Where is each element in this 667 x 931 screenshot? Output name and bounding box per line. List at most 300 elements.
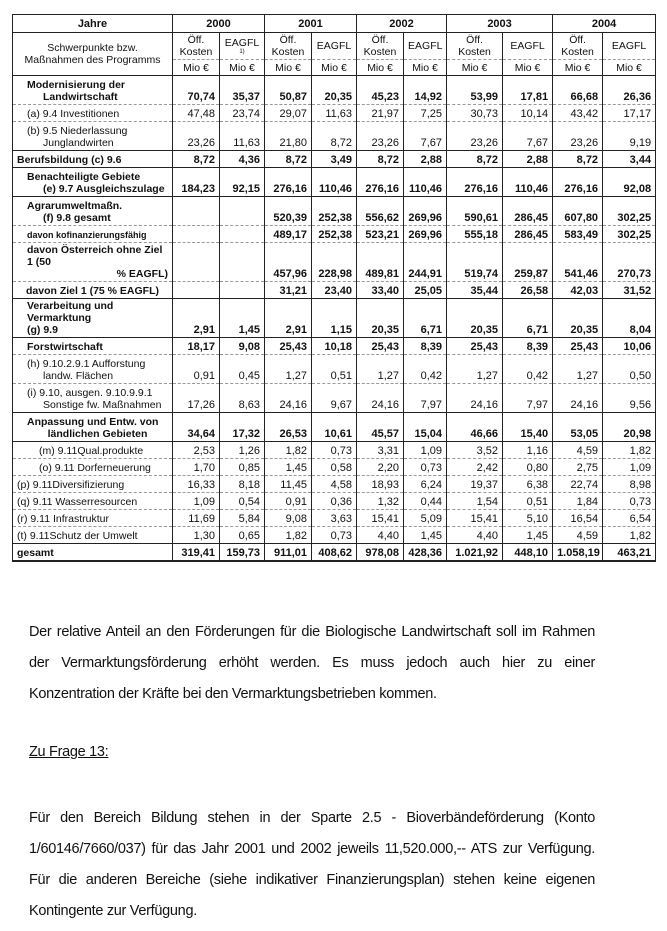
value-cell: 10,18 [312, 338, 357, 355]
value-cell: 16,33 [173, 476, 220, 493]
year-2004: 2004 [553, 15, 656, 33]
row-label [13, 76, 173, 105]
value-cell: 1,27 [447, 355, 503, 384]
value-cell: 0,45 [220, 355, 265, 384]
value-cell: 66,68 [553, 76, 603, 105]
value-cell: 8,18 [220, 476, 265, 493]
sub-col-eagfl: EAGFL [503, 33, 553, 60]
value-cell: 2,88 [503, 151, 553, 168]
value-cell: 7,67 [503, 122, 553, 151]
unit-label: Mio € [312, 60, 357, 76]
value-cell: 10,61 [312, 413, 357, 442]
value-cell: 1.021,92 [447, 544, 503, 562]
row-label-line: gesamt [17, 547, 54, 559]
table-row [13, 338, 656, 355]
value-cell: 8,72 [553, 151, 603, 168]
table-row [13, 527, 656, 544]
value-cell: 42,03 [553, 282, 603, 299]
year-2001: 2001 [265, 15, 357, 33]
row-label-line: (t) 9.11Schutz der Umwelt [17, 530, 138, 542]
value-cell: 15,41 [357, 510, 404, 527]
row-label-line: ländlichen Gebieten [47, 428, 148, 440]
value-cell: 8,63 [220, 384, 265, 413]
value-cell: 286,45 [503, 197, 553, 226]
row-label-line: Modernisierung der [27, 79, 126, 91]
value-cell [220, 282, 265, 299]
value-cell: 1,82 [603, 442, 656, 459]
value-cell: 43,42 [553, 105, 603, 122]
value-cell: 20,98 [603, 413, 656, 442]
row-label-line: (f) 9.8 gesamt [43, 212, 111, 224]
unit-label: Mio € [553, 60, 603, 76]
value-cell: 9,08 [265, 510, 312, 527]
sub-col-oeff-kosten: Öff. Kosten [357, 33, 404, 60]
value-cell: 92,15 [220, 168, 265, 197]
value-cell: 276,16 [553, 168, 603, 197]
row-label [13, 459, 173, 476]
value-cell: 70,74 [173, 76, 220, 105]
row-label-line: Berufsbildung (c) 9.6 [17, 154, 122, 166]
value-cell: 46,66 [447, 413, 503, 442]
value-cell: 1,82 [265, 527, 312, 544]
value-cell: 519,74 [447, 243, 503, 282]
value-cell: 6,71 [404, 299, 447, 338]
value-cell: 4,40 [357, 527, 404, 544]
value-cell [220, 243, 265, 282]
row-label [13, 442, 173, 459]
value-cell: 0,51 [312, 355, 357, 384]
subheader-row [13, 33, 656, 60]
value-cell: 3,63 [312, 510, 357, 527]
value-cell: 2,88 [404, 151, 447, 168]
value-cell: 6,38 [503, 476, 553, 493]
value-cell: 11,63 [312, 105, 357, 122]
sub-col-oeff-kosten: Öff. Kosten [173, 33, 220, 60]
value-cell: 269,96 [404, 197, 447, 226]
value-cell: 911,01 [265, 544, 312, 562]
unit-label: Mio € [503, 60, 553, 76]
value-cell: 276,16 [357, 168, 404, 197]
sub-col-eagfl: EAGFL [404, 33, 447, 60]
value-cell: 457,96 [265, 243, 312, 282]
value-cell: 3,49 [312, 151, 357, 168]
value-cell: 23,26 [173, 122, 220, 151]
value-cell: 50,87 [265, 76, 312, 105]
value-cell: 1,45 [503, 527, 553, 544]
table-row [13, 243, 656, 282]
table-row [13, 544, 656, 562]
value-cell: 15,41 [447, 510, 503, 527]
paragraph-vermarktung: Der relative Anteil an den Förderungen für die Biologische Landwirtschaft soll im Rahmen der Vermarktungsförderung erhöht werden. Es muss jedoch auch hier zu einer Konzentration der Kräfte bei den Vermarktungsbetrieben kommen. [29, 624, 595, 702]
row-label-line: (b) 9.5 Niederlassung [27, 125, 128, 137]
eagfl-label: EAGFL [224, 37, 260, 49]
row-label-line: (m) 9.11Qual.produkte [39, 445, 144, 457]
row-label [13, 355, 173, 384]
value-cell: 1,32 [357, 493, 404, 510]
table-row [13, 197, 656, 226]
row-label-line: Sonstige fw. Maßnahmen [43, 399, 162, 411]
value-cell: 2,42 [447, 459, 503, 476]
row-label [13, 384, 173, 413]
value-cell: 10,06 [603, 338, 656, 355]
value-cell: 9,56 [603, 384, 656, 413]
year-2003: 2003 [447, 15, 553, 33]
table-row [13, 226, 656, 243]
value-cell [173, 243, 220, 282]
value-cell: 3,31 [357, 442, 404, 459]
sub-col-oeff-kosten: Öff. Kosten [553, 33, 603, 60]
value-cell: 590,61 [447, 197, 503, 226]
value-cell: 1,09 [404, 442, 447, 459]
value-cell: 10,14 [503, 105, 553, 122]
value-cell: 14,92 [404, 76, 447, 105]
unit-label: Mio € [357, 60, 404, 76]
value-cell: 8,72 [265, 151, 312, 168]
value-cell: 0,91 [265, 493, 312, 510]
value-cell: 302,25 [603, 197, 656, 226]
value-cell: 5,84 [220, 510, 265, 527]
value-cell: 555,18 [447, 226, 503, 243]
row-label-line: (q) 9.11 Wasserresourcen [17, 496, 138, 508]
value-cell: 228,98 [312, 243, 357, 282]
table-row [13, 151, 656, 168]
value-cell: 17,26 [173, 384, 220, 413]
value-cell: 2,91 [265, 299, 312, 338]
unit-label: Mio € [265, 60, 312, 76]
value-cell: 428,36 [404, 544, 447, 562]
value-cell: 0,91 [173, 355, 220, 384]
col-title-jahre: Jahre [13, 15, 173, 33]
value-cell [220, 197, 265, 226]
table-row [13, 476, 656, 493]
table-row [13, 105, 656, 122]
value-cell: 1,27 [265, 355, 312, 384]
value-cell [173, 226, 220, 243]
value-cell: 1,54 [447, 493, 503, 510]
value-cell: 31,21 [265, 282, 312, 299]
value-cell: 7,97 [404, 384, 447, 413]
row-label [13, 510, 173, 527]
value-cell [173, 282, 220, 299]
value-cell: 17,17 [603, 105, 656, 122]
value-cell: 11,69 [173, 510, 220, 527]
value-cell: 978,08 [357, 544, 404, 562]
value-cell: 2,91 [173, 299, 220, 338]
value-cell: 1,30 [173, 527, 220, 544]
value-cell: 110,46 [404, 168, 447, 197]
value-cell: 319,41 [173, 544, 220, 562]
table-row [13, 122, 656, 151]
value-cell: 53,05 [553, 413, 603, 442]
value-cell: 4,59 [553, 442, 603, 459]
value-cell: 0,36 [312, 493, 357, 510]
value-cell: 20,35 [312, 76, 357, 105]
value-cell: 15,04 [404, 413, 447, 442]
value-cell: 276,16 [265, 168, 312, 197]
value-cell: 5,09 [404, 510, 447, 527]
value-cell: 4,58 [312, 476, 357, 493]
table-row [13, 76, 656, 105]
value-cell: 607,80 [553, 197, 603, 226]
value-cell: 1,27 [553, 355, 603, 384]
table-row [13, 413, 656, 442]
value-cell: 302,25 [603, 226, 656, 243]
value-cell: 489,81 [357, 243, 404, 282]
value-cell: 286,45 [503, 226, 553, 243]
value-cell: 9,08 [220, 338, 265, 355]
value-cell: 0,85 [220, 459, 265, 476]
row-label [13, 338, 173, 355]
table-row [13, 355, 656, 384]
row-label [13, 243, 173, 282]
table-row [13, 510, 656, 527]
value-cell: 22,74 [553, 476, 603, 493]
row-label-header: Schwerpunkte bzw. Maßnahmen des Programms [13, 33, 173, 76]
value-cell: 1,45 [265, 459, 312, 476]
row-label-line: Junglandwirten [43, 137, 114, 149]
value-cell: 1,16 [503, 442, 553, 459]
value-cell: 2,75 [553, 459, 603, 476]
unit-label: Mio € [447, 60, 503, 76]
value-cell: 276,16 [447, 168, 503, 197]
value-cell: 15,40 [503, 413, 553, 442]
row-label [13, 168, 173, 197]
value-cell: 24,16 [553, 384, 603, 413]
value-cell: 33,40 [357, 282, 404, 299]
row-label [13, 493, 173, 510]
value-cell: 7,25 [404, 105, 447, 122]
value-cell: 1,82 [265, 442, 312, 459]
value-cell: 5,10 [503, 510, 553, 527]
value-cell: 8,72 [357, 151, 404, 168]
row-label-line: Agrarumweltmaßn. [27, 200, 123, 212]
row-label [13, 122, 173, 151]
value-cell: 21,97 [357, 105, 404, 122]
value-cell: 0,51 [503, 493, 553, 510]
value-cell: 35,37 [220, 76, 265, 105]
row-label-line: (a) 9.4 Investitionen [27, 108, 120, 120]
value-cell: 2,53 [173, 442, 220, 459]
value-cell: 6,71 [503, 299, 553, 338]
value-cell: 21,80 [265, 122, 312, 151]
value-cell: 23,26 [357, 122, 404, 151]
value-cell: 408,62 [312, 544, 357, 562]
value-cell: 11,63 [220, 122, 265, 151]
value-cell: 448,10 [503, 544, 553, 562]
value-cell: 11,45 [265, 476, 312, 493]
value-cell: 9,67 [312, 384, 357, 413]
year-2002: 2002 [357, 15, 447, 33]
value-cell: 583,49 [553, 226, 603, 243]
value-cell: 25,43 [447, 338, 503, 355]
value-cell: 6,24 [404, 476, 447, 493]
value-cell [220, 226, 265, 243]
row-label-line: davon kofinanzierungsfähig [27, 230, 147, 240]
value-cell: 252,38 [312, 197, 357, 226]
value-cell: 3,52 [447, 442, 503, 459]
row-label-line: (p) 9.11Diversifizierung [17, 479, 125, 491]
value-cell: 45,57 [357, 413, 404, 442]
value-cell: 17,81 [503, 76, 553, 105]
value-cell: 20,35 [447, 299, 503, 338]
value-cell: 31,52 [603, 282, 656, 299]
value-cell: 25,43 [553, 338, 603, 355]
row-label [13, 299, 173, 338]
value-cell: 25,43 [265, 338, 312, 355]
value-cell: 0,50 [603, 355, 656, 384]
row-label [13, 282, 173, 299]
table-row [13, 299, 656, 338]
unit-label: Mio € [173, 60, 220, 76]
value-cell: 23,26 [447, 122, 503, 151]
table-row [13, 442, 656, 459]
value-cell: 541,46 [553, 243, 603, 282]
year-header-row [13, 15, 656, 33]
value-cell: 35,44 [447, 282, 503, 299]
value-cell: 0,73 [312, 442, 357, 459]
unit-label: Mio € [603, 60, 656, 76]
row-label [13, 476, 173, 493]
row-label-line: landw. Flächen [43, 370, 114, 382]
table-body [13, 76, 656, 562]
value-cell: 8,72 [173, 151, 220, 168]
value-cell: 24,16 [357, 384, 404, 413]
value-cell: 34,64 [173, 413, 220, 442]
value-cell: 25,05 [404, 282, 447, 299]
value-cell: 1,26 [220, 442, 265, 459]
value-cell: 520,39 [265, 197, 312, 226]
value-cell: 0,58 [312, 459, 357, 476]
value-cell: 244,91 [404, 243, 447, 282]
row-label-line: Anpassung und Entw. von [27, 416, 159, 428]
value-cell: 1,09 [603, 459, 656, 476]
value-cell: 0,42 [503, 355, 553, 384]
row-label-line: (e) 9.7 Ausgleichszulage [43, 183, 165, 195]
sub-col-eagfl: EAGFL [312, 33, 357, 60]
value-cell: 1,15 [312, 299, 357, 338]
section-heading-frage-13: Zu Frage 13: [29, 744, 109, 760]
value-cell: 110,46 [503, 168, 553, 197]
value-cell: 110,46 [312, 168, 357, 197]
value-cell: 8,98 [603, 476, 656, 493]
value-cell: 6,54 [603, 510, 656, 527]
table-row [13, 384, 656, 413]
value-cell: 0,80 [503, 459, 553, 476]
value-cell: 4,36 [220, 151, 265, 168]
value-cell: 1,84 [553, 493, 603, 510]
value-cell: 252,38 [312, 226, 357, 243]
value-cell: 92,08 [603, 168, 656, 197]
value-cell: 8,72 [447, 151, 503, 168]
value-cell: 45,23 [357, 76, 404, 105]
value-cell: 1,70 [173, 459, 220, 476]
row-label-line: (i) 9.10, ausgen. 9.10.9.9.1 [27, 387, 153, 399]
table-row [13, 459, 656, 476]
value-cell: 0,73 [404, 459, 447, 476]
value-cell: 1.058,19 [553, 544, 603, 562]
value-cell: 2,20 [357, 459, 404, 476]
value-cell: 7,97 [503, 384, 553, 413]
value-cell: 1,09 [173, 493, 220, 510]
row-label [13, 151, 173, 168]
value-cell: 26,58 [503, 282, 553, 299]
value-cell: 18,93 [357, 476, 404, 493]
value-cell: 259,87 [503, 243, 553, 282]
value-cell: 0,73 [603, 493, 656, 510]
value-cell: 47,48 [173, 105, 220, 122]
value-cell: 24,16 [447, 384, 503, 413]
row-label [13, 197, 173, 226]
row-label-line: Forstwirtschaft [27, 341, 103, 353]
value-cell: 1,45 [404, 527, 447, 544]
value-cell: 489,17 [265, 226, 312, 243]
value-cell [173, 197, 220, 226]
value-cell: 26,36 [603, 76, 656, 105]
row-label-line: davon Ziel 1 (75 % EAGFL) [25, 285, 160, 297]
value-cell: 1,45 [220, 299, 265, 338]
value-cell: 8,72 [312, 122, 357, 151]
value-cell: 29,07 [265, 105, 312, 122]
value-cell: 7,67 [404, 122, 447, 151]
row-label-line: Landwirtschaft [43, 91, 118, 103]
value-cell: 23,26 [553, 122, 603, 151]
table-row [13, 493, 656, 510]
value-cell: 556,62 [357, 197, 404, 226]
value-cell: 1,27 [357, 355, 404, 384]
value-cell: 24,16 [265, 384, 312, 413]
value-cell: 0,73 [312, 527, 357, 544]
row-label [13, 226, 173, 243]
row-label-line: (o) 9.11 Dorferneuerung [39, 462, 151, 474]
footnote-mark: 1) [239, 49, 245, 55]
value-cell: 30,73 [447, 105, 503, 122]
sub-col-oeff-kosten: Öff. Kosten [447, 33, 503, 60]
value-cell: 20,35 [553, 299, 603, 338]
value-cell: 16,54 [553, 510, 603, 527]
financing-table [12, 14, 656, 562]
value-cell: 523,21 [357, 226, 404, 243]
row-label [13, 544, 173, 562]
value-cell: 8,39 [404, 338, 447, 355]
value-cell: 0,54 [220, 493, 265, 510]
value-cell: 23,74 [220, 105, 265, 122]
value-cell: 23,40 [312, 282, 357, 299]
value-cell: 463,21 [603, 544, 656, 562]
value-cell: 0,65 [220, 527, 265, 544]
row-label [13, 527, 173, 544]
unit-label: Mio € [220, 60, 265, 76]
value-cell: 1,82 [603, 527, 656, 544]
table-row [13, 282, 656, 299]
value-cell: 184,23 [173, 168, 220, 197]
sub-col-eagfl: EAGFL [603, 33, 656, 60]
value-cell: 25,43 [357, 338, 404, 355]
value-cell: 3,44 [603, 151, 656, 168]
value-cell: 0,42 [404, 355, 447, 384]
table-row [13, 168, 656, 197]
value-cell: 19,37 [447, 476, 503, 493]
value-cell: 4,40 [447, 527, 503, 544]
value-cell: 18,17 [173, 338, 220, 355]
value-cell: 20,35 [357, 299, 404, 338]
unit-label: Mio € [404, 60, 447, 76]
year-2000: 2000 [173, 15, 265, 33]
value-cell: 53,99 [447, 76, 503, 105]
paragraph-bildung: Für den Bereich Bildung stehen in der Sparte 2.5 - Bioverbändeförderung (Konto 1/60146/7660/037) für das Jahr 2001 und 2002 jeweils 11,520.000,-- ATS zur Verfügung. Für die anderen Bereiche (siehe indikativer Finanzierungsplan) stehen keine eigenen Kontingente zur Verfügung. [29, 810, 595, 919]
value-cell: 159,73 [220, 544, 265, 562]
value-cell: 4,59 [553, 527, 603, 544]
row-label [13, 105, 173, 122]
